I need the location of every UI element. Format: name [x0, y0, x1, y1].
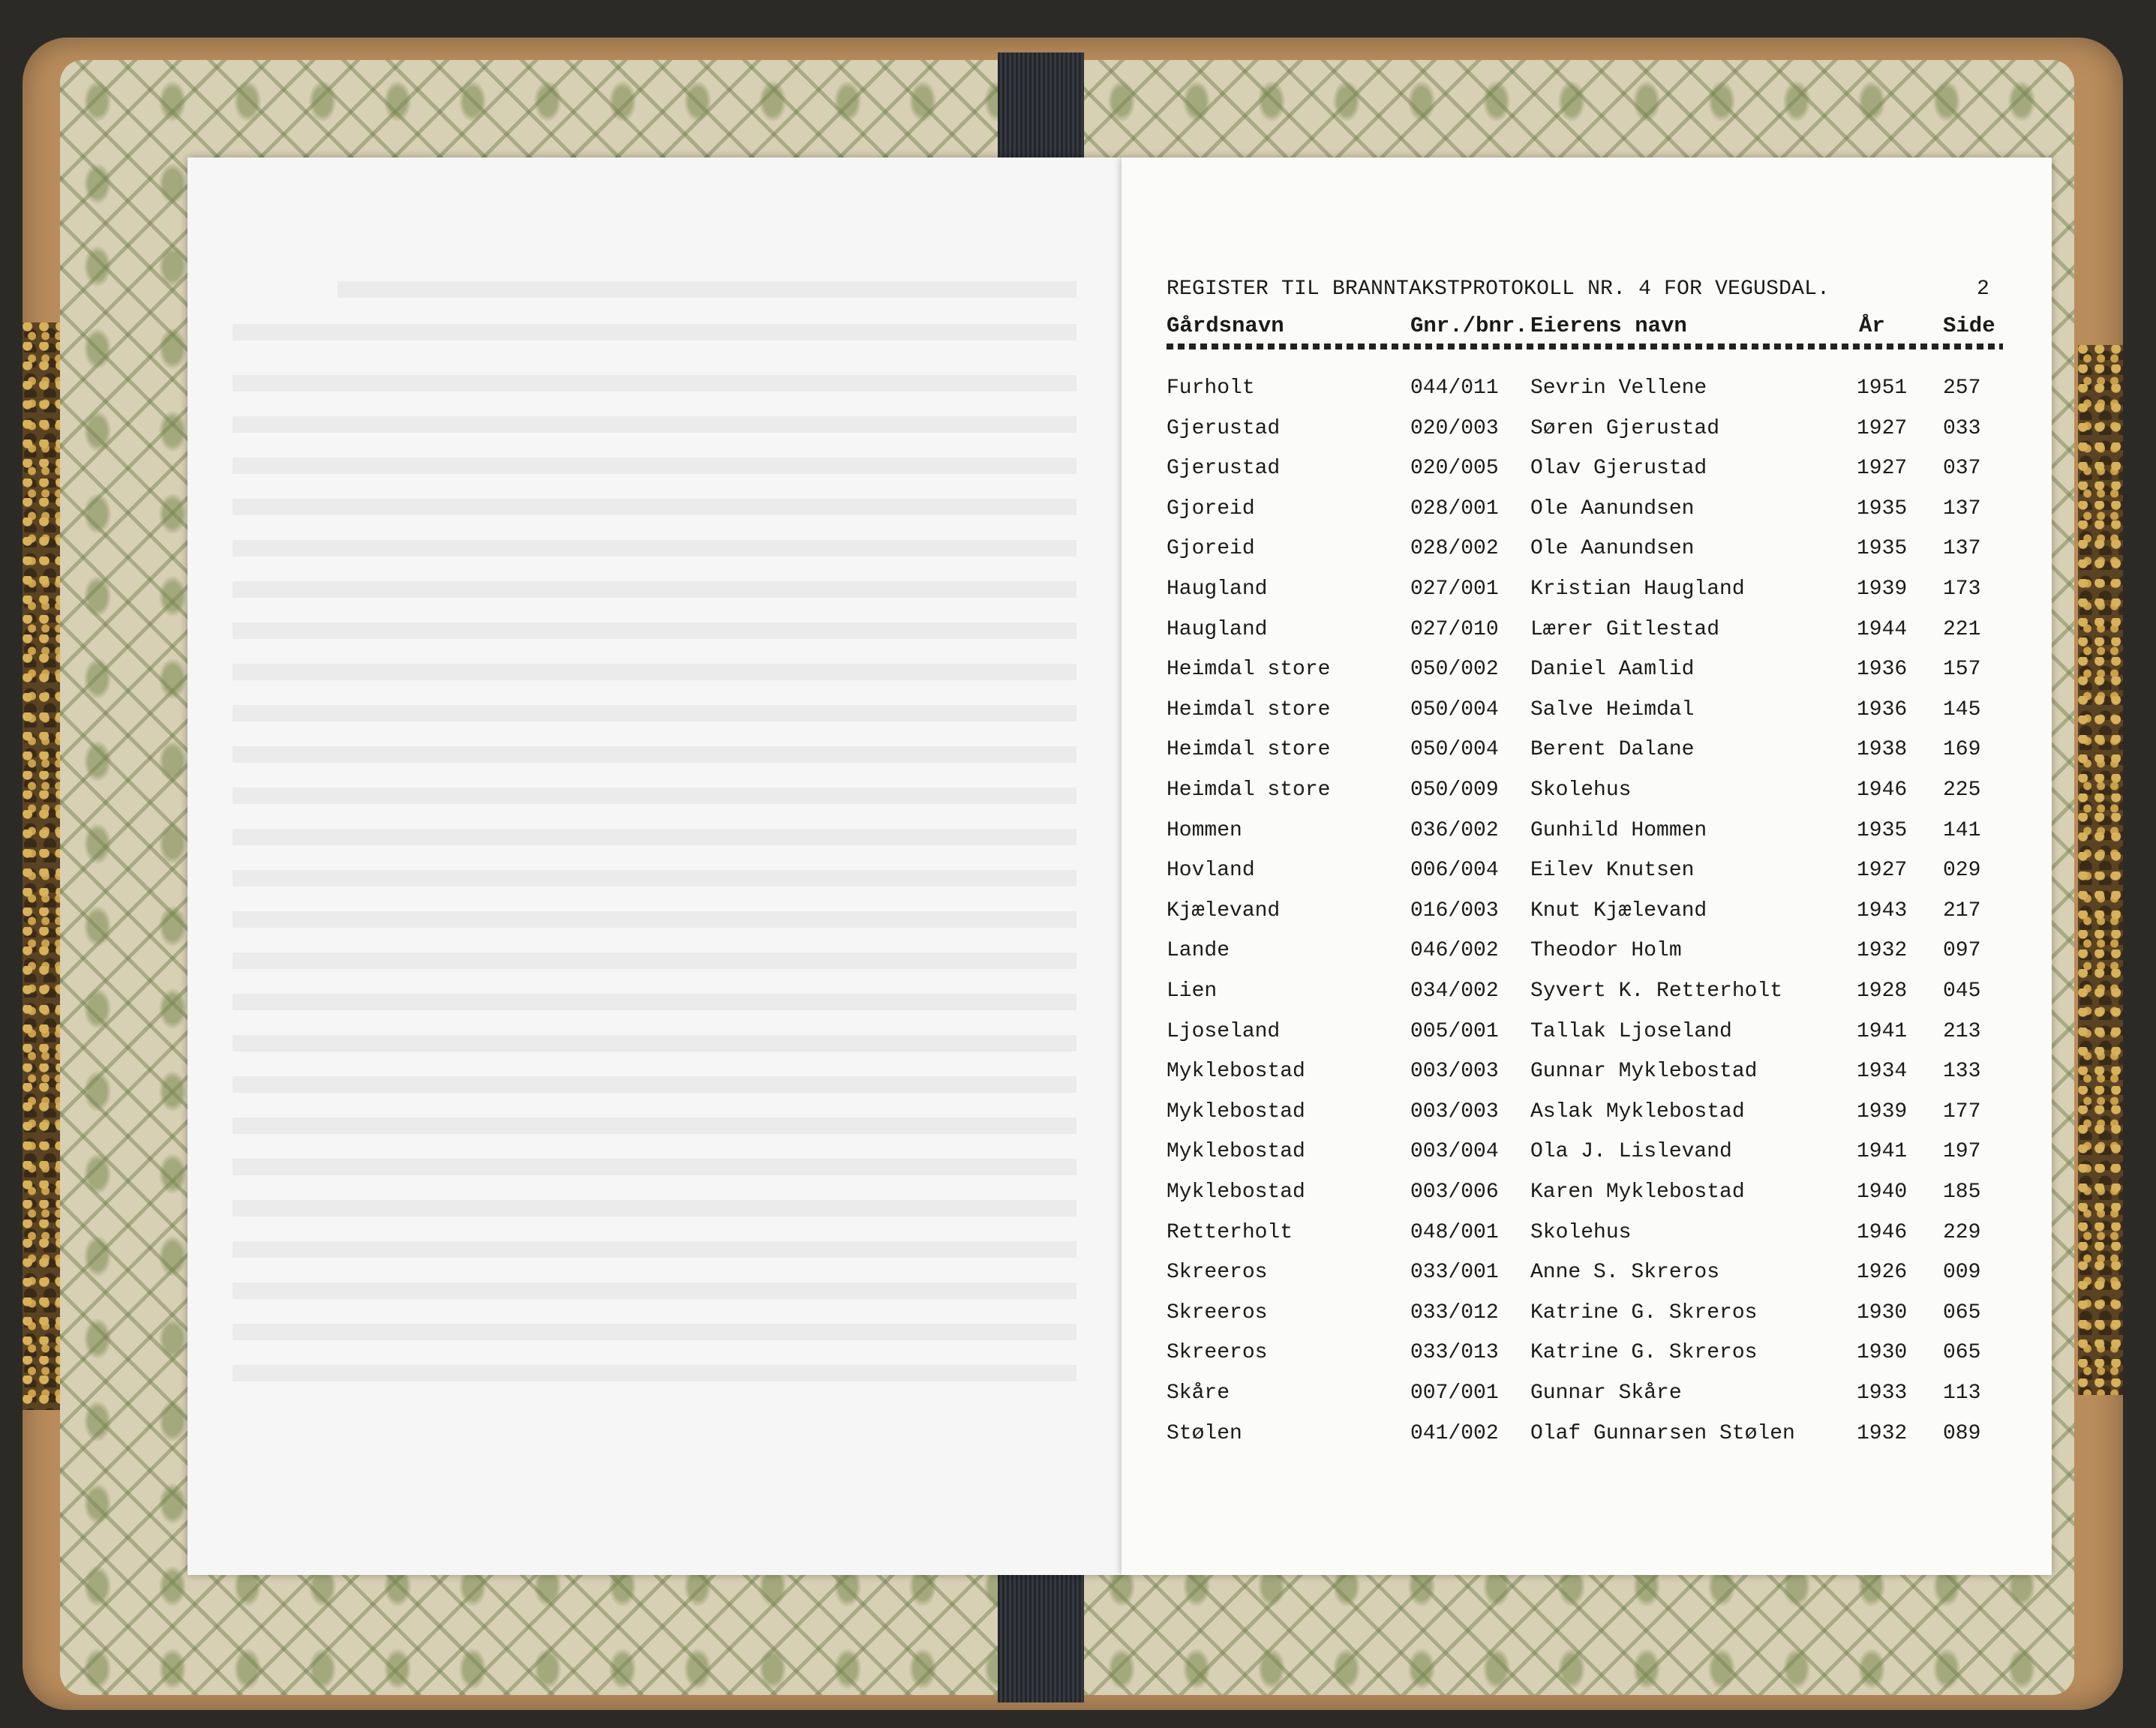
owner-name: Sevrin Vellene — [1530, 376, 1707, 400]
table-row — [1122, 778, 2052, 808]
page-ref: 257 — [1943, 376, 1981, 400]
page-ref: 185 — [1943, 1180, 1981, 1204]
page-ref: 009 — [1943, 1261, 1981, 1285]
table-row — [1122, 1020, 2052, 1050]
table-row — [1122, 939, 2052, 969]
table-row — [1122, 1100, 2052, 1130]
table-row — [1122, 497, 2052, 527]
year: 1933 — [1857, 1382, 1908, 1405]
page-ref: 137 — [1943, 496, 1981, 520]
table-row — [1122, 1422, 2052, 1452]
farm-name: Myklebostad — [1167, 1100, 1305, 1124]
page-ref: 037 — [1943, 457, 1981, 481]
table-row — [1122, 1261, 2052, 1291]
farm-name: Myklebostad — [1167, 1060, 1305, 1084]
year: 1935 — [1857, 818, 1908, 842]
gnr-bnr: 033/013 — [1410, 1341, 1499, 1365]
column-header-farm: Gårdsnavn — [1167, 314, 1284, 338]
farm-name: Skreeros — [1167, 1261, 1268, 1285]
owner-name: Theodor Holm — [1530, 939, 1682, 963]
page-ref: 173 — [1943, 578, 1981, 601]
owner-name: Gunhild Hommen — [1530, 818, 1707, 842]
page-ref: 097 — [1943, 939, 1981, 963]
year: 1927 — [1857, 859, 1908, 883]
header-rule — [1167, 344, 2003, 350]
gnr-bnr: 028/001 — [1410, 496, 1499, 520]
year: 1939 — [1857, 1100, 1908, 1124]
farm-name: Myklebostad — [1167, 1140, 1305, 1164]
owner-name: Ole Aanundsen — [1530, 537, 1695, 561]
page-number: 2 — [1977, 278, 1989, 301]
table-row — [1122, 658, 2052, 688]
farm-name: Gjoreid — [1167, 496, 1255, 520]
gnr-bnr: 027/010 — [1410, 617, 1499, 641]
farm-name: Lande — [1167, 939, 1230, 963]
register-document — [1122, 158, 2052, 1575]
column-header-owner: Eierens navn — [1530, 314, 1687, 338]
farm-name: Heimdal store — [1167, 738, 1331, 762]
column-header-gnr: Gnr./bnr. — [1410, 314, 1528, 338]
year: 1932 — [1857, 1421, 1908, 1445]
owner-name: Berent Dalane — [1530, 738, 1695, 762]
year: 1940 — [1857, 1180, 1908, 1204]
gnr-bnr: 007/001 — [1410, 1382, 1499, 1405]
page-ref: 145 — [1943, 698, 1981, 722]
owner-name: Olaf Gunnarsen Stølen — [1530, 1421, 1795, 1445]
owner-name: Søren Gjerustad — [1530, 416, 1720, 440]
year: 1926 — [1857, 1261, 1908, 1285]
column-header-year: År — [1859, 314, 1885, 338]
marbled-edge-right — [2078, 345, 2123, 1395]
gnr-bnr: 020/005 — [1410, 457, 1499, 481]
table-row — [1122, 618, 2052, 648]
page-ref: 137 — [1943, 537, 1981, 561]
gnr-bnr: 050/002 — [1410, 658, 1499, 682]
table-row — [1122, 738, 2052, 768]
year: 1944 — [1857, 617, 1908, 641]
table-row — [1122, 859, 2052, 889]
gnr-bnr: 044/011 — [1410, 376, 1499, 400]
gnr-bnr: 033/012 — [1410, 1300, 1499, 1324]
page-ref: 229 — [1943, 1220, 1981, 1244]
table-row — [1122, 537, 2052, 567]
column-header-page: Side — [1943, 314, 1995, 338]
page-ref: 217 — [1943, 898, 1981, 922]
farm-name: Skreeros — [1167, 1341, 1268, 1365]
page-ref: 141 — [1943, 818, 1981, 842]
gnr-bnr: 003/003 — [1410, 1100, 1499, 1124]
year: 1946 — [1857, 778, 1908, 802]
year: 1934 — [1857, 1060, 1908, 1084]
page-ref: 197 — [1943, 1140, 1981, 1164]
year: 1939 — [1857, 578, 1908, 601]
table-row — [1122, 819, 2052, 849]
gnr-bnr: 050/009 — [1410, 778, 1499, 802]
gnr-bnr: 016/003 — [1410, 898, 1499, 922]
page-ref: 213 — [1943, 1019, 1981, 1043]
page-ref: 029 — [1943, 859, 1981, 883]
table-row — [1122, 980, 2052, 1010]
page-ref: 113 — [1943, 1382, 1981, 1405]
farm-name: Gjerustad — [1167, 416, 1281, 440]
owner-name: Daniel Aamlid — [1530, 658, 1695, 682]
farm-name: Hommen — [1167, 818, 1242, 842]
gnr-bnr: 003/003 — [1410, 1060, 1499, 1084]
year: 1936 — [1857, 658, 1908, 682]
page-ref: 065 — [1943, 1300, 1981, 1324]
gnr-bnr: 034/002 — [1410, 980, 1499, 1003]
year: 1951 — [1857, 376, 1908, 400]
page-ref: 157 — [1943, 658, 1981, 682]
owner-name: Tallak Ljoseland — [1530, 1019, 1732, 1043]
farm-name: Myklebostad — [1167, 1180, 1305, 1204]
owner-name: Ola J. Lislevand — [1530, 1140, 1732, 1164]
page-ref: 089 — [1943, 1421, 1981, 1445]
table-row — [1122, 1341, 2052, 1371]
farm-name: Gjerustad — [1167, 457, 1281, 481]
gnr-bnr: 050/004 — [1410, 698, 1499, 722]
year: 1927 — [1857, 457, 1908, 481]
owner-name: Skolehus — [1530, 1220, 1632, 1244]
farm-name: Heimdal store — [1167, 698, 1331, 722]
owner-name: Salve Heimdal — [1530, 698, 1695, 722]
gnr-bnr: 028/002 — [1410, 537, 1499, 561]
gnr-bnr: 003/006 — [1410, 1180, 1499, 1204]
table-row — [1122, 1140, 2052, 1170]
year: 1930 — [1857, 1300, 1908, 1324]
owner-name: Anne S. Skreros — [1530, 1261, 1720, 1285]
year: 1932 — [1857, 939, 1908, 963]
gnr-bnr: 036/002 — [1410, 818, 1499, 842]
gnr-bnr: 006/004 — [1410, 859, 1499, 883]
year: 1941 — [1857, 1019, 1908, 1043]
farm-name: Haugland — [1167, 578, 1268, 601]
table-row — [1122, 899, 2052, 929]
document-title: REGISTER TIL BRANNTAKSTPROTOKOLL NR. 4 FOR VEGUSDAL. — [1167, 278, 1830, 301]
owner-name: Syvert K. Retterholt — [1530, 980, 1783, 1003]
owner-name: Katrine G. Skreros — [1530, 1341, 1758, 1365]
left-page — [188, 158, 1122, 1575]
gnr-bnr: 048/001 — [1410, 1220, 1499, 1244]
farm-name: Ljoseland — [1167, 1019, 1281, 1043]
farm-name: Skreeros — [1167, 1300, 1268, 1324]
owner-name: Lærer Gitlestad — [1530, 617, 1720, 641]
gnr-bnr: 005/001 — [1410, 1019, 1499, 1043]
table-row — [1122, 1221, 2052, 1251]
gnr-bnr: 050/004 — [1410, 738, 1499, 762]
year: 1928 — [1857, 980, 1908, 1003]
year: 1927 — [1857, 416, 1908, 440]
owner-name: Kristian Haugland — [1530, 578, 1745, 601]
owner-name: Eilev Knutsen — [1530, 859, 1695, 883]
gnr-bnr: 046/002 — [1410, 939, 1499, 963]
farm-name: Haugland — [1167, 617, 1268, 641]
farm-name: Furholt — [1167, 376, 1255, 400]
year: 1946 — [1857, 1220, 1908, 1244]
owner-name: Skolehus — [1530, 778, 1632, 802]
gnr-bnr: 003/004 — [1410, 1140, 1499, 1164]
year: 1935 — [1857, 537, 1908, 561]
owner-name: Karen Myklebostad — [1530, 1180, 1745, 1204]
farm-name: Gjoreid — [1167, 537, 1255, 561]
year: 1938 — [1857, 738, 1908, 762]
table-row — [1122, 1180, 2052, 1210]
owner-name: Katrine G. Skreros — [1530, 1300, 1758, 1324]
farm-name: Heimdal store — [1167, 778, 1331, 802]
farm-name: Stølen — [1167, 1421, 1242, 1445]
farm-name: Lien — [1167, 980, 1218, 1003]
year: 1935 — [1857, 496, 1908, 520]
farm-name: Skåre — [1167, 1382, 1230, 1405]
table-row — [1122, 578, 2052, 608]
table-row — [1122, 698, 2052, 728]
page-ref: 169 — [1943, 738, 1981, 762]
year: 1936 — [1857, 698, 1908, 722]
owner-name: Olav Gjerustad — [1530, 457, 1707, 481]
gnr-bnr: 041/002 — [1410, 1421, 1499, 1445]
farm-name: Hovland — [1167, 859, 1255, 883]
owner-name: Aslak Myklebostad — [1530, 1100, 1745, 1124]
table-row — [1122, 1382, 2052, 1412]
owner-name: Gunnar Skåre — [1530, 1382, 1682, 1405]
page-ref: 177 — [1943, 1100, 1981, 1124]
page-ref: 221 — [1943, 617, 1981, 641]
table-row — [1122, 1301, 2052, 1331]
farm-name: Retterholt — [1167, 1220, 1293, 1244]
table-row — [1122, 376, 2052, 406]
table-row — [1122, 417, 2052, 447]
year: 1943 — [1857, 898, 1908, 922]
farm-name: Kjælevand — [1167, 898, 1281, 922]
owner-name: Knut Kjælevand — [1530, 898, 1707, 922]
gnr-bnr: 027/001 — [1410, 578, 1499, 601]
gnr-bnr: 020/003 — [1410, 416, 1499, 440]
year: 1941 — [1857, 1140, 1908, 1164]
owner-name: Gunnar Myklebostad — [1530, 1060, 1758, 1084]
page-ref: 045 — [1943, 980, 1981, 1003]
gnr-bnr: 033/001 — [1410, 1261, 1499, 1285]
owner-name: Ole Aanundsen — [1530, 496, 1695, 520]
farm-name: Heimdal store — [1167, 658, 1331, 682]
year: 1930 — [1857, 1341, 1908, 1365]
page-ref: 033 — [1943, 416, 1981, 440]
page-ref: 133 — [1943, 1060, 1981, 1084]
page-ref: 065 — [1943, 1341, 1981, 1365]
table-row — [1122, 457, 2052, 487]
page-ref: 225 — [1943, 778, 1981, 802]
table-row — [1122, 1060, 2052, 1090]
